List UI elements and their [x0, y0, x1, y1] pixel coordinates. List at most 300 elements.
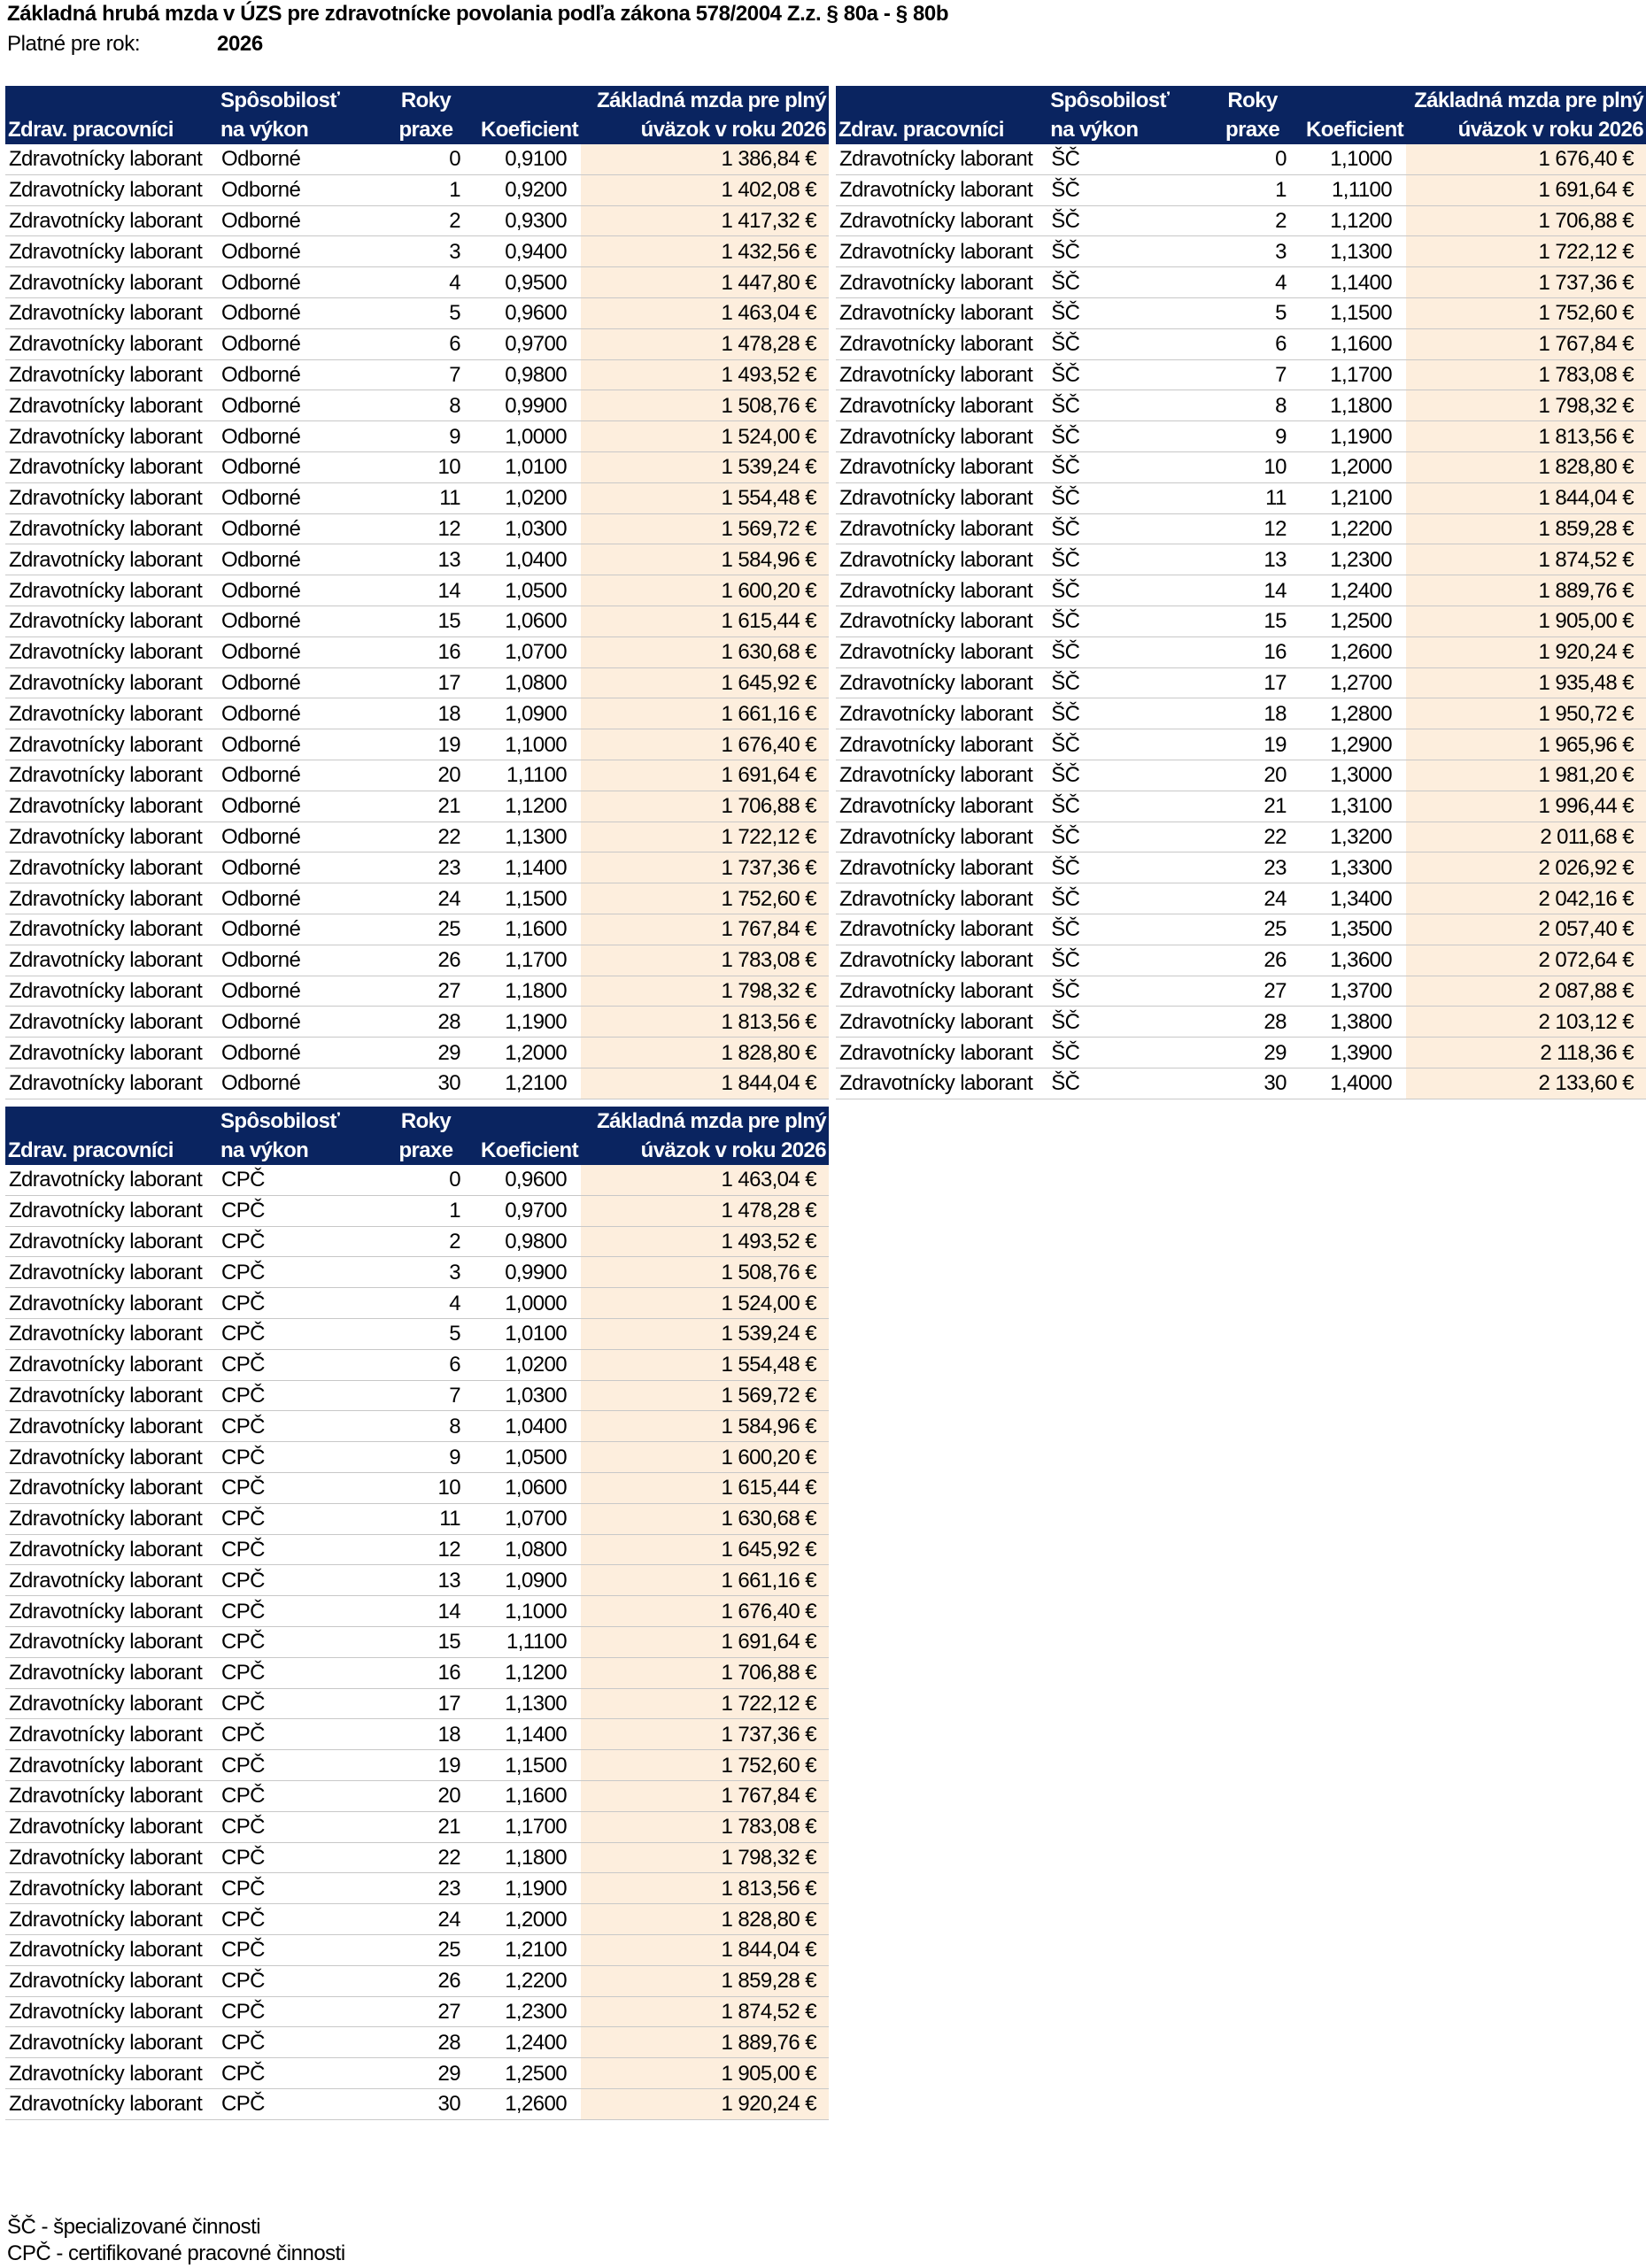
- table-row: [5, 1780, 829, 1811]
- cell-zakladna-mzda: 1 706,88 €: [581, 791, 829, 822]
- cell-roky-praxe: 20: [386, 1780, 466, 1811]
- cell-zakladna-mzda: 2 042,16 €: [1406, 883, 1646, 914]
- header-sposobilost-line: na výkon: [220, 118, 309, 142]
- cell-roky-praxe: 15: [386, 1626, 466, 1657]
- cell-zakladna-mzda: 1 722,12 €: [581, 822, 829, 852]
- cell-koeficient: 1,3300: [1292, 852, 1406, 883]
- table-row: [5, 174, 829, 205]
- cell-worker: Zdravotnícky laborant: [5, 1007, 218, 1038]
- cell-zakladna-mzda: 1 676,40 €: [1406, 144, 1646, 174]
- table-row: [5, 1750, 829, 1781]
- cell-koeficient: 1,0400: [466, 1411, 581, 1442]
- cell-sposobilost: Odborné: [218, 205, 386, 236]
- cell-roky-praxe: 1: [1213, 174, 1292, 205]
- table-row: [836, 236, 1646, 267]
- cell-worker: Zdravotnícky laborant: [5, 1068, 218, 1099]
- table-row: [5, 1007, 829, 1038]
- cell-zakladna-mzda: 2 026,92 €: [1406, 852, 1646, 883]
- cell-roky-praxe: 8: [386, 390, 466, 421]
- cell-worker: Zdravotnícky laborant: [5, 1195, 218, 1226]
- cell-koeficient: 0,9600: [466, 297, 581, 328]
- cell-worker: Zdravotnícky laborant: [5, 976, 218, 1007]
- cell-roky-praxe: 23: [386, 852, 466, 883]
- cell-zakladna-mzda: 1 691,64 €: [581, 1626, 829, 1657]
- header-zakladna-mzda-line: Základná mzda pre plný: [597, 1109, 826, 1133]
- cell-sposobilost: ŠČ: [1047, 760, 1213, 791]
- cell-worker: Zdravotnícky laborant: [5, 606, 218, 636]
- cell-sposobilost: CPČ: [218, 1565, 386, 1596]
- cell-roky-praxe: 22: [386, 822, 466, 852]
- cell-worker: Zdravotnícky laborant: [5, 1038, 218, 1068]
- cell-roky-praxe: 4: [386, 267, 466, 298]
- table-row: [5, 513, 829, 544]
- table-header-row: [5, 1107, 829, 1165]
- cell-zakladna-mzda: 1 524,00 €: [581, 1288, 829, 1319]
- header-zakladna-mzda-line: úväzok v roku 2026: [1457, 118, 1643, 142]
- header-koeficient-line: Koeficient: [1306, 118, 1404, 142]
- cell-sposobilost: Odborné: [218, 544, 386, 575]
- cell-worker: Zdravotnícky laborant: [5, 1596, 218, 1627]
- table-row: [5, 1442, 829, 1473]
- cell-koeficient: 1,1400: [466, 1719, 581, 1750]
- cell-sposobilost: Odborné: [218, 852, 386, 883]
- cell-worker: Zdravotnícky laborant: [836, 976, 1047, 1007]
- cell-sposobilost: ŠČ: [1047, 914, 1213, 945]
- cell-koeficient: 1,1600: [1292, 328, 1406, 359]
- cell-zakladna-mzda: 1 752,60 €: [1406, 297, 1646, 328]
- cell-roky-praxe: 30: [386, 1068, 466, 1099]
- cell-roky-praxe: 1: [386, 1195, 466, 1226]
- cell-worker: Zdravotnícky laborant: [836, 328, 1047, 359]
- cell-sposobilost: Odborné: [218, 667, 386, 698]
- cell-sposobilost: Odborné: [218, 606, 386, 636]
- cell-zakladna-mzda: 1 813,56 €: [581, 1007, 829, 1038]
- cell-sposobilost: Odborné: [218, 791, 386, 822]
- cell-roky-praxe: 28: [1213, 1007, 1292, 1038]
- table-row: [5, 1996, 829, 2027]
- table-row: [5, 914, 829, 945]
- table-row: [5, 729, 829, 760]
- cell-sposobilost: Odborné: [218, 914, 386, 945]
- cell-zakladna-mzda: 1 463,04 €: [581, 1165, 829, 1195]
- cell-koeficient: 1,2700: [1292, 667, 1406, 698]
- table-row: [5, 606, 829, 636]
- header-roky-praxe: [386, 86, 466, 144]
- cell-koeficient: 1,3100: [1292, 791, 1406, 822]
- cell-roky-praxe: 14: [1213, 575, 1292, 606]
- cell-zakladna-mzda: 1 554,48 €: [581, 482, 829, 513]
- cell-worker: Zdravotnícky laborant: [5, 1534, 218, 1565]
- cell-worker: Zdravotnícky laborant: [5, 1626, 218, 1657]
- cell-worker: Zdravotnícky laborant: [836, 1038, 1047, 1068]
- cell-zakladna-mzda: 2 133,60 €: [1406, 1068, 1646, 1099]
- year-label: Platné pre rok:: [7, 32, 141, 56]
- cell-sposobilost: CPČ: [218, 1965, 386, 1996]
- cell-sposobilost: Odborné: [218, 976, 386, 1007]
- cell-roky-praxe: 19: [386, 1750, 466, 1781]
- cell-worker: Zdravotnícky laborant: [5, 1257, 218, 1288]
- table-row: [5, 2058, 829, 2089]
- cell-worker: Zdravotnícky laborant: [836, 1007, 1047, 1038]
- cell-worker: Zdravotnícky laborant: [5, 791, 218, 822]
- cell-sposobilost: ŠČ: [1047, 328, 1213, 359]
- cell-zakladna-mzda: 1 920,24 €: [581, 2088, 829, 2119]
- cell-zakladna-mzda: 1 737,36 €: [1406, 267, 1646, 298]
- cell-worker: Zdravotnícky laborant: [836, 267, 1047, 298]
- table-row: [5, 883, 829, 914]
- header-zdrav-pracovnici-line: Zdrav. pracovníci: [8, 118, 174, 142]
- table-row: [836, 976, 1646, 1007]
- cell-koeficient: 1,1900: [466, 1007, 581, 1038]
- cell-worker: Zdravotnícky laborant: [5, 1288, 218, 1319]
- table-row: [5, 2027, 829, 2058]
- salary-table-odborne: [5, 86, 829, 1099]
- cell-sposobilost: CPČ: [218, 1873, 386, 1904]
- cell-roky-praxe: 4: [386, 1288, 466, 1319]
- cell-worker: Zdravotnícky laborant: [5, 945, 218, 976]
- cell-sposobilost: ŠČ: [1047, 1068, 1213, 1099]
- cell-koeficient: 1,4000: [1292, 1068, 1406, 1099]
- cell-sposobilost: CPČ: [218, 1288, 386, 1319]
- cell-roky-praxe: 20: [1213, 760, 1292, 791]
- table-row: [836, 945, 1646, 976]
- table-row: [5, 1257, 829, 1288]
- cell-koeficient: 1,1600: [466, 914, 581, 945]
- cell-worker: Zdravotnícky laborant: [836, 482, 1047, 513]
- cell-koeficient: 1,1000: [466, 729, 581, 760]
- cell-roky-praxe: 22: [1213, 822, 1292, 852]
- cell-zakladna-mzda: 1 828,80 €: [581, 1904, 829, 1935]
- cell-zakladna-mzda: 1 859,28 €: [581, 1965, 829, 1996]
- cell-worker: Zdravotnícky laborant: [5, 513, 218, 544]
- legend-sc: ŠČ - špecializované činnosti: [7, 2215, 261, 2239]
- cell-zakladna-mzda: 1 584,96 €: [581, 544, 829, 575]
- header-zakladna-mzda-line: Základná mzda pre plný: [1414, 89, 1643, 112]
- table-row: [5, 1934, 829, 1965]
- cell-zakladna-mzda: 1 783,08 €: [581, 1811, 829, 1842]
- cell-roky-praxe: 30: [1213, 1068, 1292, 1099]
- cell-sposobilost: CPČ: [218, 2058, 386, 2089]
- cell-koeficient: 1,2000: [466, 1038, 581, 1068]
- cell-zakladna-mzda: 1 447,80 €: [581, 267, 829, 298]
- cell-koeficient: 1,0300: [466, 1380, 581, 1411]
- cell-roky-praxe: 13: [386, 544, 466, 575]
- cell-zakladna-mzda: 1 996,44 €: [1406, 791, 1646, 822]
- cell-sposobilost: CPČ: [218, 1165, 386, 1195]
- cell-koeficient: 1,2000: [1292, 451, 1406, 482]
- header-zdrav-pracovnici: [5, 86, 218, 144]
- cell-worker: Zdravotnícky laborant: [5, 544, 218, 575]
- cell-zakladna-mzda: 1 508,76 €: [581, 1257, 829, 1288]
- cell-zakladna-mzda: 1 905,00 €: [581, 2058, 829, 2089]
- cell-koeficient: 0,9300: [466, 205, 581, 236]
- cell-zakladna-mzda: 2 103,12 €: [1406, 1007, 1646, 1038]
- cell-koeficient: 1,2100: [1292, 482, 1406, 513]
- cell-koeficient: 1,1700: [466, 1811, 581, 1842]
- cell-koeficient: 1,0900: [466, 1565, 581, 1596]
- cell-worker: Zdravotnícky laborant: [5, 205, 218, 236]
- cell-koeficient: 1,0200: [466, 1349, 581, 1380]
- cell-sposobilost: Odborné: [218, 1007, 386, 1038]
- header-koeficient-line: Koeficient: [480, 118, 578, 142]
- document-title: Základná hrubá mzda v ÚZS pre zdravotnícke povolania podľa zákona 578/2004 Z.z. § 80a - § 80b: [7, 2, 949, 26]
- cell-worker: Zdravotnícky laborant: [836, 575, 1047, 606]
- cell-roky-praxe: 0: [1213, 144, 1292, 174]
- cell-zakladna-mzda: 1 889,76 €: [581, 2027, 829, 2058]
- cell-koeficient: 1,2200: [1292, 513, 1406, 544]
- cell-roky-praxe: 21: [1213, 791, 1292, 822]
- table-row: [5, 1318, 829, 1349]
- cell-roky-praxe: 20: [386, 760, 466, 791]
- cell-roky-praxe: 6: [386, 328, 466, 359]
- cell-sposobilost: CPČ: [218, 1318, 386, 1349]
- cell-zakladna-mzda: 1 584,96 €: [581, 1411, 829, 1442]
- cell-zakladna-mzda: 1 691,64 €: [1406, 174, 1646, 205]
- header-koeficient: [466, 1107, 581, 1165]
- cell-koeficient: 1,1500: [466, 1750, 581, 1781]
- cell-worker: Zdravotnícky laborant: [836, 451, 1047, 482]
- cell-roky-praxe: 3: [386, 1257, 466, 1288]
- table-row: [5, 205, 829, 236]
- cell-koeficient: 1,2100: [466, 1068, 581, 1099]
- cell-roky-praxe: 0: [386, 144, 466, 174]
- cell-sposobilost: CPČ: [218, 1596, 386, 1627]
- cell-roky-praxe: 21: [386, 791, 466, 822]
- cell-zakladna-mzda: 1 798,32 €: [581, 976, 829, 1007]
- cell-koeficient: 0,9600: [466, 1165, 581, 1195]
- table-row: [5, 1626, 829, 1657]
- cell-worker: Zdravotnícky laborant: [5, 1565, 218, 1596]
- cell-worker: Zdravotnícky laborant: [5, 482, 218, 513]
- cell-worker: Zdravotnícky laborant: [5, 1503, 218, 1534]
- table-row: [5, 1288, 829, 1319]
- cell-sposobilost: Odborné: [218, 421, 386, 452]
- cell-koeficient: 0,9800: [466, 359, 581, 390]
- cell-sposobilost: ŠČ: [1047, 945, 1213, 976]
- cell-roky-praxe: 5: [386, 1318, 466, 1349]
- cell-sposobilost: ŠČ: [1047, 144, 1213, 174]
- cell-koeficient: 1,0100: [466, 1318, 581, 1349]
- cell-zakladna-mzda: 2 011,68 €: [1406, 822, 1646, 852]
- cell-roky-praxe: 7: [386, 359, 466, 390]
- cell-worker: Zdravotnícky laborant: [5, 1996, 218, 2027]
- header-roky-praxe: [1213, 86, 1292, 144]
- cell-zakladna-mzda: 1 493,52 €: [581, 359, 829, 390]
- cell-koeficient: 1,2600: [1292, 636, 1406, 667]
- table-row: [5, 1534, 829, 1565]
- cell-roky-praxe: 17: [386, 667, 466, 698]
- cell-zakladna-mzda: 1 874,52 €: [1406, 544, 1646, 575]
- cell-sposobilost: Odborné: [218, 174, 386, 205]
- cell-zakladna-mzda: 1 630,68 €: [581, 1503, 829, 1534]
- cell-worker: Zdravotnícky laborant: [5, 297, 218, 328]
- cell-sposobilost: Odborné: [218, 513, 386, 544]
- cell-zakladna-mzda: 1 539,24 €: [581, 451, 829, 482]
- cell-roky-praxe: 18: [386, 1719, 466, 1750]
- header-sposobilost-line: Spôsobilosť: [1050, 89, 1170, 112]
- cell-zakladna-mzda: 1 417,32 €: [581, 205, 829, 236]
- cell-roky-praxe: 19: [386, 729, 466, 760]
- header-zdrav-pracovnici: [5, 1107, 218, 1165]
- cell-sposobilost: CPČ: [218, 1750, 386, 1781]
- table-row: [5, 544, 829, 575]
- legend-cpc: CPČ - certifikované pracovné činnosti: [7, 2241, 345, 2265]
- cell-koeficient: 1,2200: [466, 1965, 581, 1996]
- cell-roky-praxe: 9: [386, 1442, 466, 1473]
- cell-sposobilost: Odborné: [218, 1038, 386, 1068]
- cell-sposobilost: ŠČ: [1047, 451, 1213, 482]
- cell-roky-praxe: 15: [1213, 606, 1292, 636]
- cell-koeficient: 1,0600: [466, 1472, 581, 1503]
- cell-worker: Zdravotnícky laborant: [5, 883, 218, 914]
- cell-koeficient: 0,9700: [466, 1195, 581, 1226]
- table-row: [836, 852, 1646, 883]
- cell-roky-praxe: 25: [386, 914, 466, 945]
- cell-zakladna-mzda: 1 508,76 €: [581, 390, 829, 421]
- cell-roky-praxe: 25: [1213, 914, 1292, 945]
- cell-roky-praxe: 12: [1213, 513, 1292, 544]
- cell-roky-praxe: 13: [386, 1565, 466, 1596]
- cell-zakladna-mzda: 1 767,84 €: [581, 914, 829, 945]
- cell-roky-praxe: 30: [386, 2088, 466, 2119]
- cell-sposobilost: CPČ: [218, 1780, 386, 1811]
- cell-zakladna-mzda: 1 981,20 €: [1406, 760, 1646, 791]
- cell-sposobilost: Odborné: [218, 482, 386, 513]
- cell-roky-praxe: 10: [386, 451, 466, 482]
- cell-roky-praxe: 7: [1213, 359, 1292, 390]
- cell-zakladna-mzda: 1 828,80 €: [581, 1038, 829, 1068]
- cell-koeficient: 1,3500: [1292, 914, 1406, 945]
- cell-sposobilost: CPČ: [218, 1626, 386, 1657]
- header-zakladna-mzda-line: Základná mzda pre plný: [597, 89, 826, 112]
- cell-sposobilost: ŠČ: [1047, 513, 1213, 544]
- cell-koeficient: 1,1800: [466, 976, 581, 1007]
- cell-zakladna-mzda: 1 706,88 €: [581, 1657, 829, 1688]
- table-row: [5, 359, 829, 390]
- cell-koeficient: 1,2500: [1292, 606, 1406, 636]
- table-row: [5, 1411, 829, 1442]
- cell-koeficient: 1,1600: [466, 1780, 581, 1811]
- cell-koeficient: 1,1700: [466, 945, 581, 976]
- cell-koeficient: 1,0500: [466, 1442, 581, 1473]
- table-row: [5, 297, 829, 328]
- table-row: [5, 1195, 829, 1226]
- cell-worker: Zdravotnícky laborant: [5, 236, 218, 267]
- cell-sposobilost: ŠČ: [1047, 667, 1213, 698]
- cell-sposobilost: Odborné: [218, 144, 386, 174]
- table-row: [836, 606, 1646, 636]
- cell-sposobilost: Odborné: [218, 729, 386, 760]
- cell-zakladna-mzda: 1 676,40 €: [581, 1596, 829, 1627]
- header-sposobilost-line: Spôsobilosť: [220, 89, 340, 112]
- header-zakladna-mzda-line: úväzok v roku 2026: [640, 1138, 826, 1162]
- cell-roky-praxe: 25: [386, 1934, 466, 1965]
- table-row: [5, 575, 829, 606]
- cell-roky-praxe: 18: [386, 698, 466, 729]
- cell-roky-praxe: 11: [386, 482, 466, 513]
- table-row: [836, 174, 1646, 205]
- table-row: [836, 544, 1646, 575]
- cell-zakladna-mzda: 1 600,20 €: [581, 575, 829, 606]
- table-row: [836, 451, 1646, 482]
- table-row: [836, 328, 1646, 359]
- cell-koeficient: 0,9400: [466, 236, 581, 267]
- table-row: [5, 451, 829, 482]
- cell-zakladna-mzda: 1 798,32 €: [1406, 390, 1646, 421]
- cell-sposobilost: Odborné: [218, 267, 386, 298]
- cell-roky-praxe: 29: [386, 1038, 466, 1068]
- cell-roky-praxe: 8: [386, 1411, 466, 1442]
- cell-sposobilost: Odborné: [218, 297, 386, 328]
- cell-roky-praxe: 9: [386, 421, 466, 452]
- cell-sposobilost: Odborné: [218, 328, 386, 359]
- cell-koeficient: 1,2300: [466, 1996, 581, 2027]
- cell-zakladna-mzda: 1 767,84 €: [1406, 328, 1646, 359]
- cell-worker: Zdravotnícky laborant: [5, 1349, 218, 1380]
- cell-zakladna-mzda: 1 600,20 €: [581, 1442, 829, 1473]
- table-row: [836, 390, 1646, 421]
- cell-worker: Zdravotnícky laborant: [836, 667, 1047, 698]
- cell-sposobilost: Odborné: [218, 636, 386, 667]
- cell-koeficient: 1,3900: [1292, 1038, 1406, 1068]
- cell-sposobilost: CPČ: [218, 1934, 386, 1965]
- cell-zakladna-mzda: 1 478,28 €: [581, 1195, 829, 1226]
- header-zakladna-mzda: [581, 1107, 829, 1165]
- cell-roky-praxe: 6: [386, 1349, 466, 1380]
- header-zdrav-pracovnici-line: Zdrav. pracovníci: [838, 118, 1004, 142]
- cell-zakladna-mzda: 1 889,76 €: [1406, 575, 1646, 606]
- cell-koeficient: 1,2100: [466, 1934, 581, 1965]
- cell-worker: Zdravotnícky laborant: [5, 1934, 218, 1965]
- header-koeficient: [1292, 86, 1406, 144]
- cell-koeficient: 1,1900: [1292, 421, 1406, 452]
- header-roky-praxe-line: Roky: [1227, 89, 1278, 112]
- cell-worker: Zdravotnícky laborant: [836, 822, 1047, 852]
- table-row: [5, 1038, 829, 1068]
- cell-worker: Zdravotnícky laborant: [836, 729, 1047, 760]
- cell-worker: Zdravotnícky laborant: [836, 636, 1047, 667]
- cell-roky-praxe: 23: [1213, 852, 1292, 883]
- cell-sposobilost: Odborné: [218, 760, 386, 791]
- cell-roky-praxe: 12: [386, 513, 466, 544]
- cell-zakladna-mzda: 1 783,08 €: [581, 945, 829, 976]
- cell-koeficient: 1,2000: [466, 1904, 581, 1935]
- cell-zakladna-mzda: 1 661,16 €: [581, 1565, 829, 1596]
- cell-zakladna-mzda: 1 828,80 €: [1406, 451, 1646, 482]
- cell-zakladna-mzda: 1 706,88 €: [1406, 205, 1646, 236]
- cell-zakladna-mzda: 2 087,88 €: [1406, 976, 1646, 1007]
- cell-koeficient: 1,1300: [466, 1688, 581, 1719]
- cell-sposobilost: Odborné: [218, 1068, 386, 1099]
- cell-koeficient: 1,1700: [1292, 359, 1406, 390]
- table-row: [5, 822, 829, 852]
- cell-worker: Zdravotnícky laborant: [5, 822, 218, 852]
- cell-koeficient: 1,1000: [1292, 144, 1406, 174]
- cell-zakladna-mzda: 1 569,72 €: [581, 513, 829, 544]
- table-row: [836, 791, 1646, 822]
- table-row: [5, 1688, 829, 1719]
- cell-roky-praxe: 4: [1213, 267, 1292, 298]
- cell-koeficient: 1,1800: [1292, 390, 1406, 421]
- cell-koeficient: 1,3700: [1292, 976, 1406, 1007]
- header-sposobilost: [1047, 86, 1213, 144]
- cell-sposobilost: CPČ: [218, 1472, 386, 1503]
- cell-roky-praxe: 14: [386, 575, 466, 606]
- cell-koeficient: 1,0800: [466, 667, 581, 698]
- cell-zakladna-mzda: 1 630,68 €: [581, 636, 829, 667]
- cell-worker: Zdravotnícky laborant: [5, 1442, 218, 1473]
- cell-sposobilost: Odborné: [218, 698, 386, 729]
